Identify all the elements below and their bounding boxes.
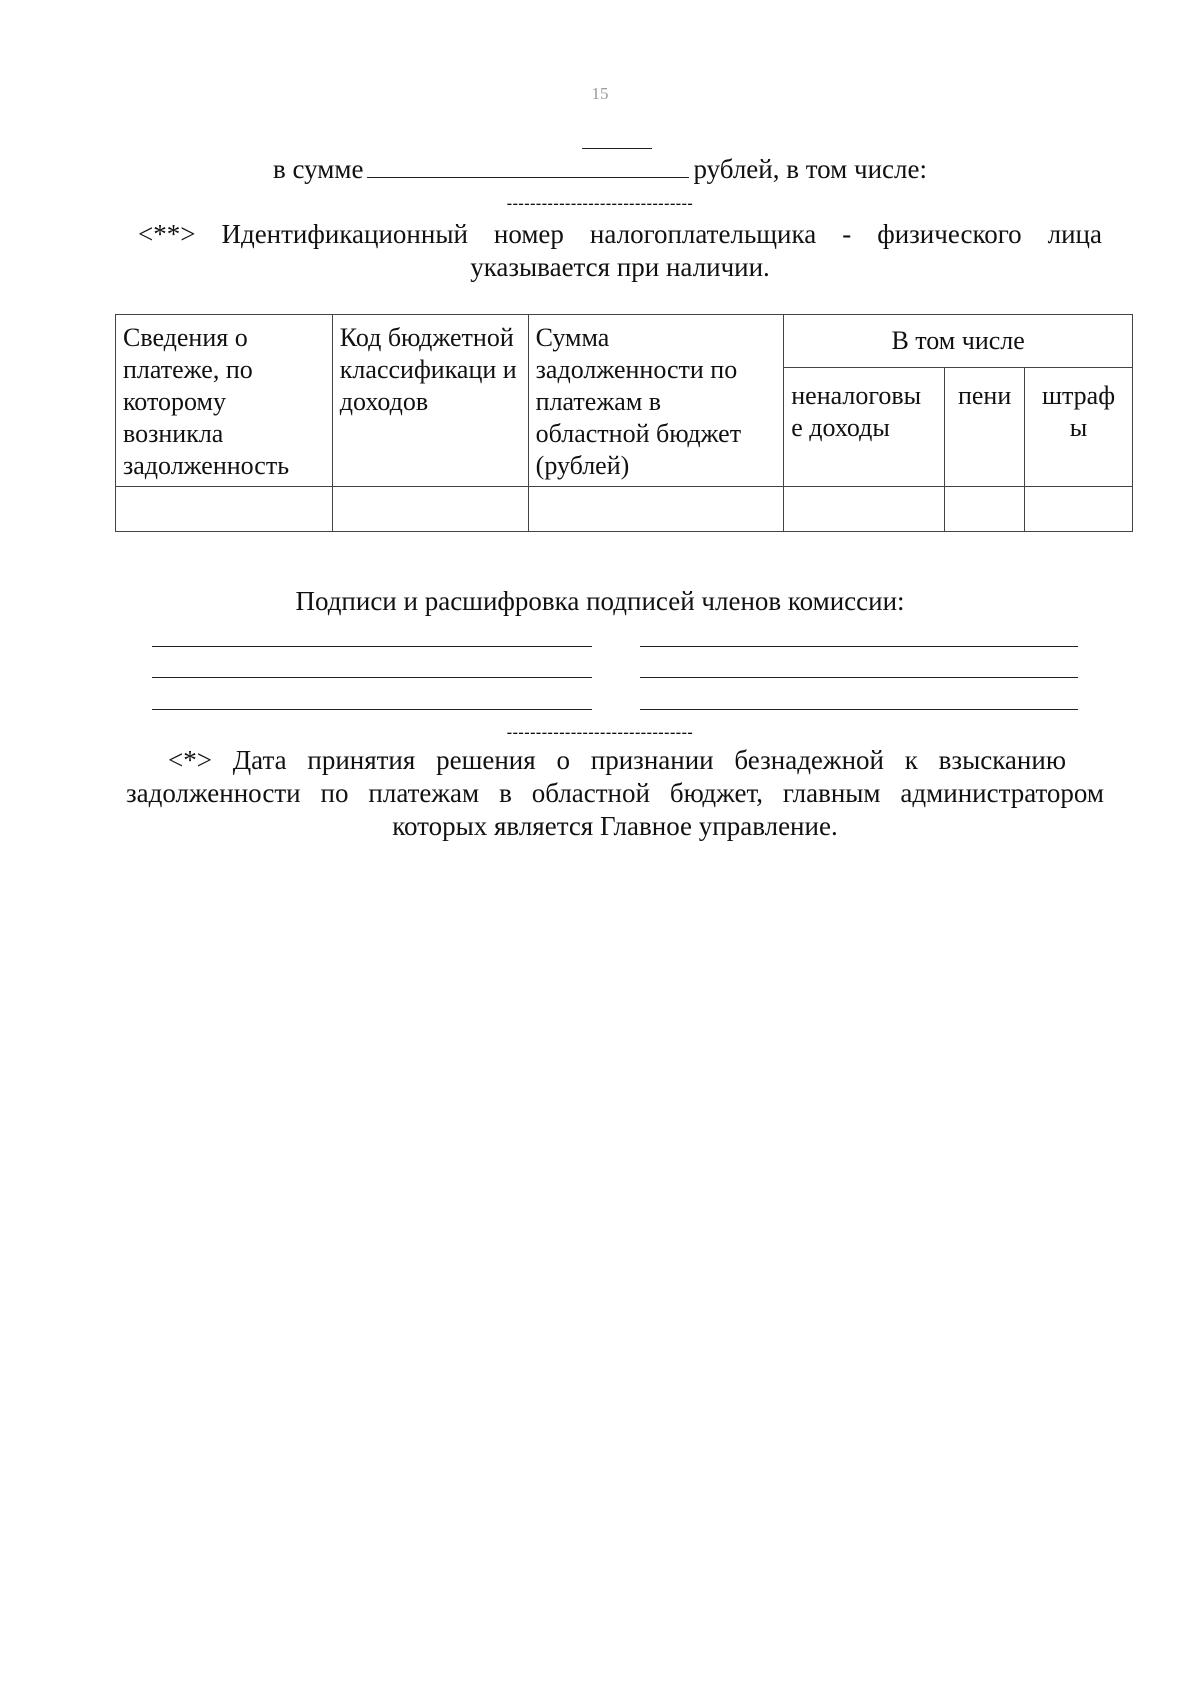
- header-including: В том числе: [784, 315, 1133, 368]
- cell-budget-code[interactable]: [332, 487, 528, 532]
- table-header-row: [116, 315, 1133, 368]
- sum-line-suffix: рублей, в том числе:: [693, 154, 927, 184]
- short-rule: [582, 148, 652, 149]
- header-penalties: пени: [945, 368, 1025, 487]
- dash-separator-bottom: --------------------------------: [506, 724, 694, 741]
- signature-line-right-3[interactable]: [640, 709, 1078, 710]
- footnote-inn-line-1: <**> Идентификационный номер налогоплательщика - физического лица: [138, 219, 1102, 249]
- cell-fines[interactable]: [1025, 487, 1133, 532]
- signatures-heading: Подписи и расшифровка подписей членов комиссии:: [295, 586, 905, 616]
- signature-line-left-2[interactable]: [152, 677, 592, 678]
- dash-separator-top: --------------------------------: [506, 195, 694, 212]
- footnote-inn-line-2: указывается при наличии.: [470, 252, 770, 282]
- cell-penalties[interactable]: [945, 487, 1025, 532]
- footnote-inn: [138, 218, 1102, 284]
- debt-table: [115, 314, 1133, 532]
- signature-line-right-2[interactable]: [640, 677, 1078, 678]
- footnote-date-line-1: <*> Дата принятия решения о признании безнадежной к взысканию: [168, 745, 1066, 775]
- header-non-tax-income: неналоговы е доходы: [784, 368, 945, 487]
- cell-debt-sum[interactable]: [528, 487, 784, 532]
- table-row: [116, 487, 1133, 532]
- page-number: 15: [591, 84, 609, 103]
- signature-line-left-3[interactable]: [152, 709, 592, 710]
- header-budget-code: Код бюджетной классификаци и доходов: [332, 315, 528, 487]
- header-payment-info: Сведения о платеже, по которому возникла задолженность: [116, 315, 333, 487]
- sum-line-prefix: в сумме: [273, 154, 364, 184]
- header-fines: штраф ы: [1025, 368, 1133, 487]
- header-debt-sum: Сумма задолженности по платежам в областной бюджет (рублей): [528, 315, 784, 487]
- sum-line: [0, 152, 1200, 186]
- footnote-date-line-3: которых является Главное управление.: [392, 811, 838, 841]
- footnote-date: [126, 744, 1104, 843]
- footnote-date-line-2: задолженности по платежам в областной бюджет, главным администратором: [126, 778, 1104, 808]
- signature-line-right-1[interactable]: [640, 646, 1078, 647]
- cell-payment-info[interactable]: [116, 487, 333, 532]
- sum-blank-field[interactable]: [367, 153, 689, 178]
- signature-line-left-1[interactable]: [152, 646, 592, 647]
- cell-non-tax-income[interactable]: [784, 487, 945, 532]
